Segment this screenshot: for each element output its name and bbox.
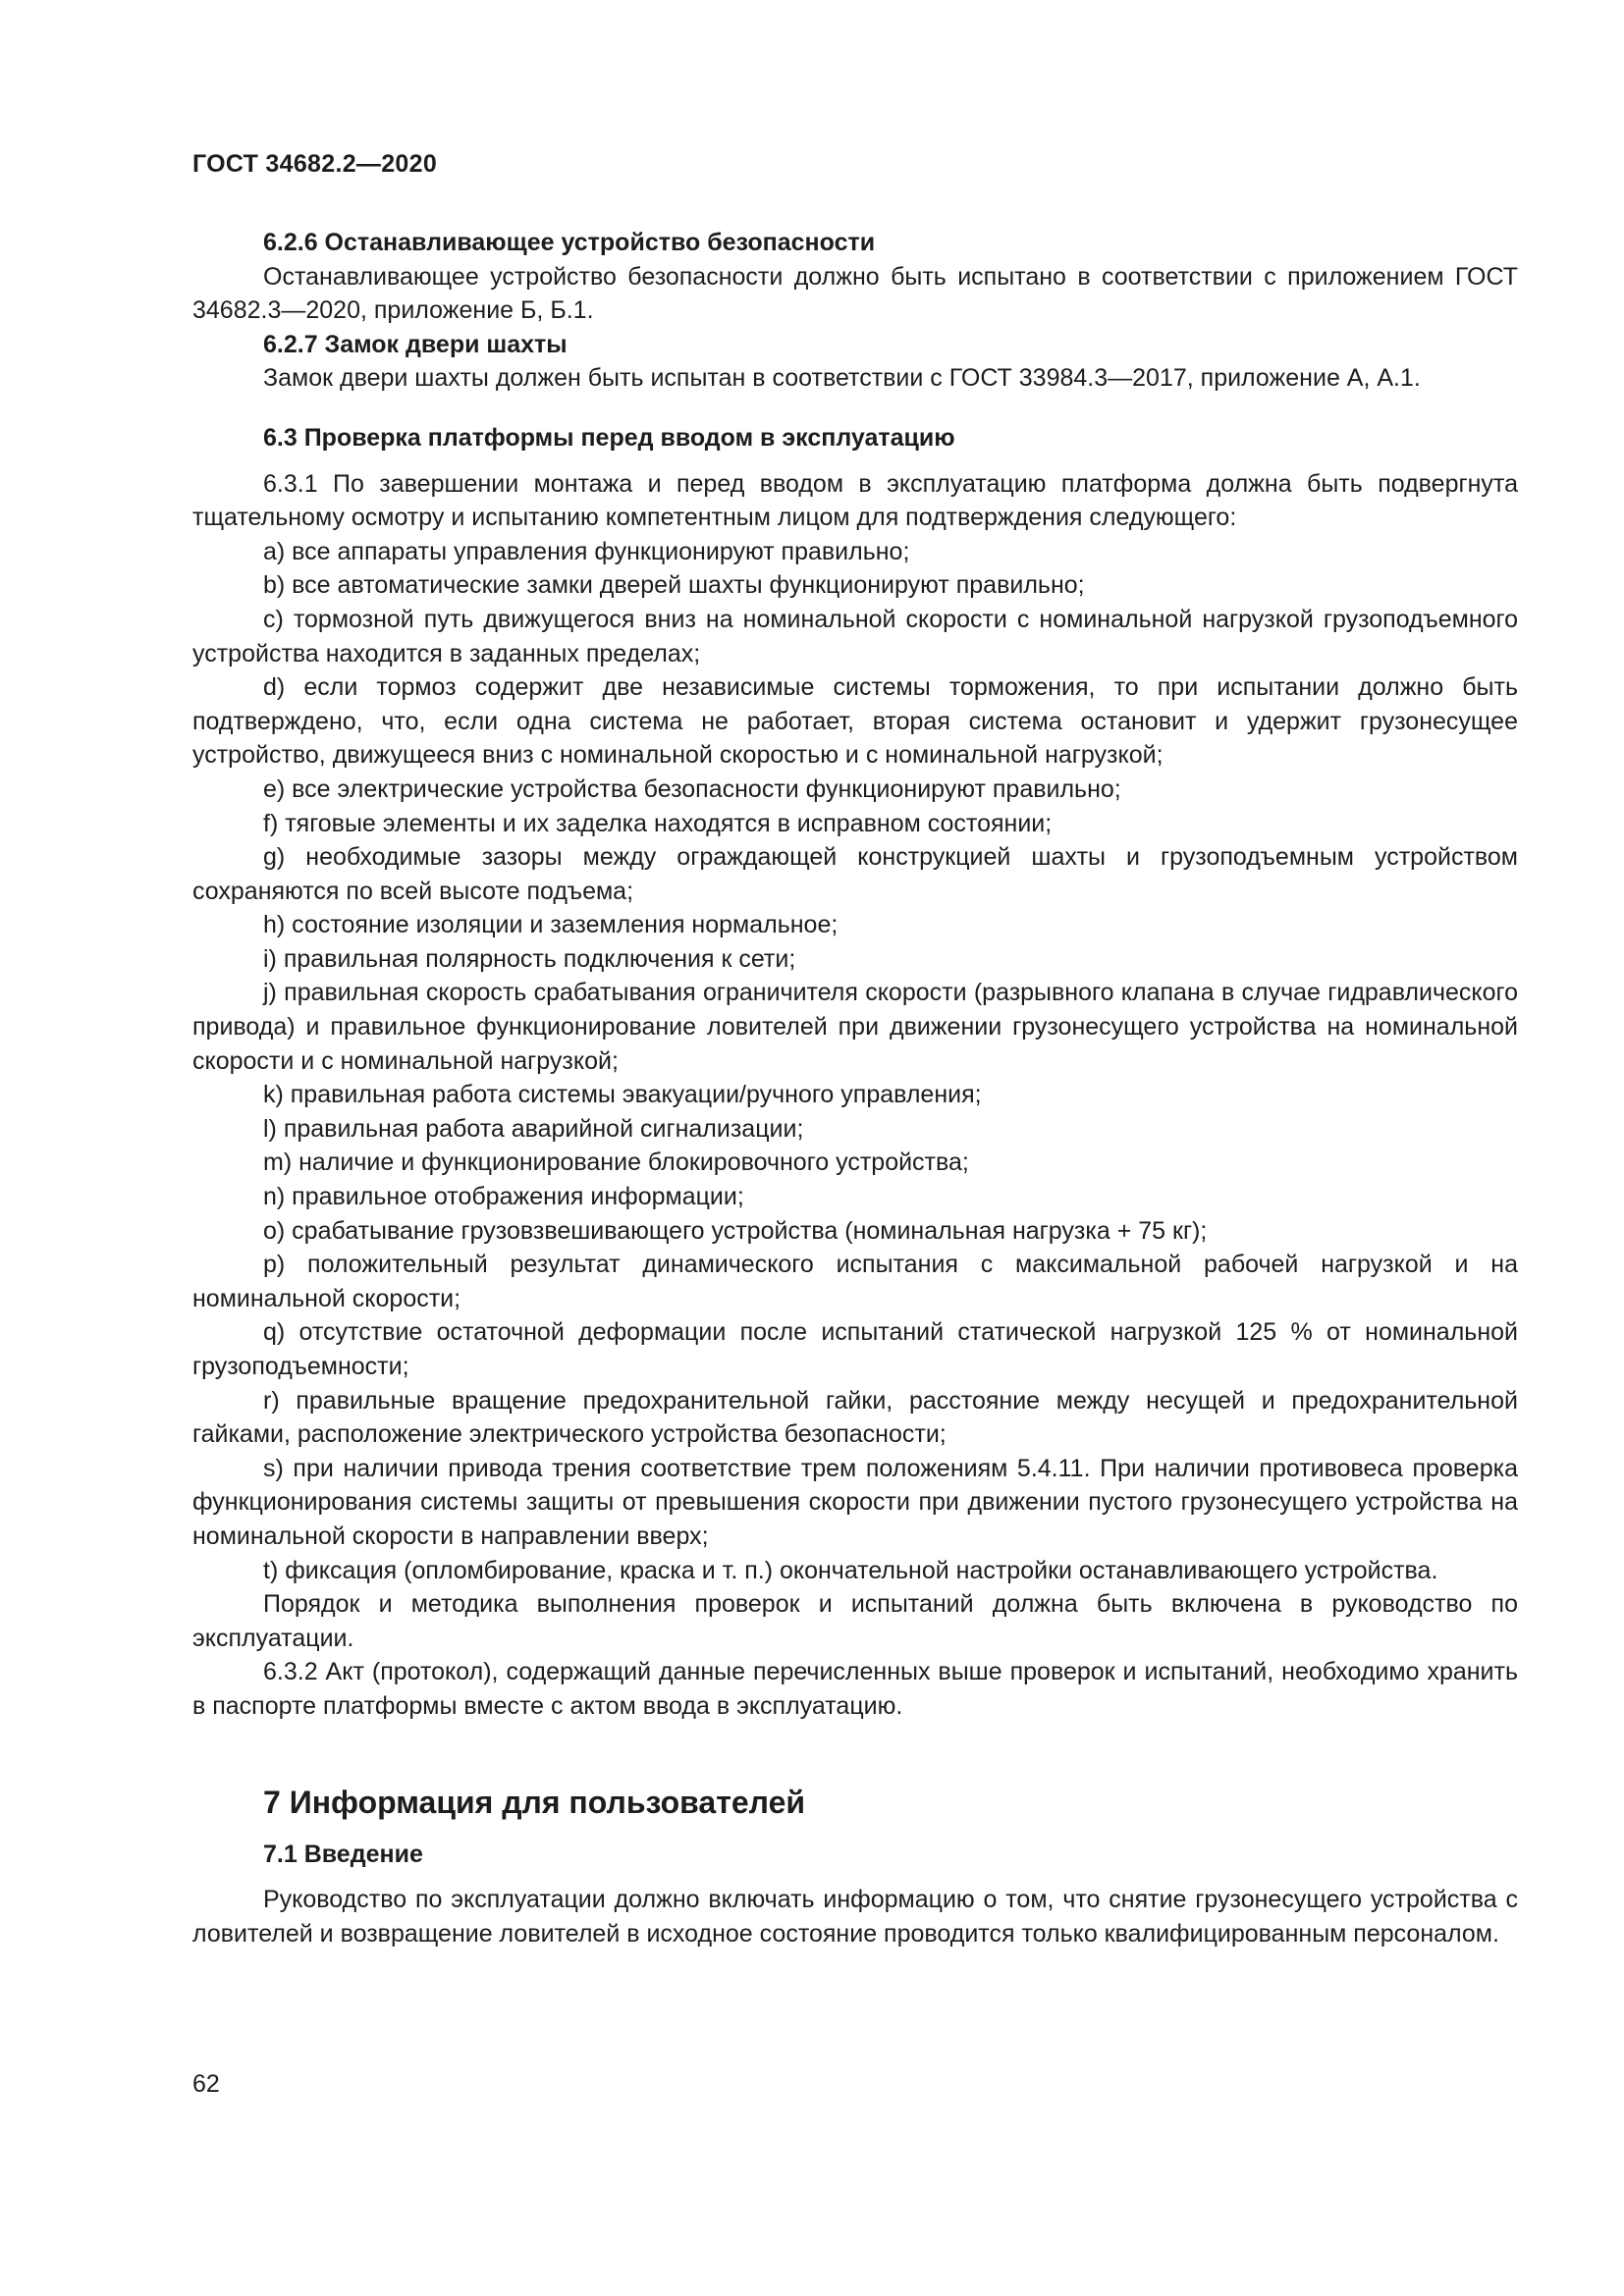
section-6-3-1-outro: Порядок и методика выполнения проверок и испытаний должна быть включена в руководство по эксплуатации. [192, 1590, 1518, 1652]
list-item: m) наличие и функционирование блокировочного устройства; [263, 1148, 969, 1177]
list-item: t) фиксация (опломбирование, краска и т. п.) окончательной настройки останавливающего устройства. [263, 1556, 1438, 1584]
list-item: b) все автоматические замки дверей шахты функционируют правильно; [263, 571, 1085, 600]
list-item: a) все аппараты управления функционируют правильно; [263, 537, 910, 565]
list-item: c) тормозной путь движущегося вниз на номинальной скорости с номинальной нагрузкой грузоподъемного устройства находится в заданных пределах; [192, 605, 1518, 667]
section-6-2-7-title: 6.2.7 Замок двери шахты [263, 330, 568, 358]
page-number: 62 [192, 2070, 220, 2098]
list-item: j) правильная скорость срабатывания ограничителя скорости (разрывного клапана в случае гидравлического привода) и правильное функционирование ловителей при движении грузонесущего устройства на номинальной скорости и с номинальной нагрузкой; [192, 979, 1518, 1075]
section-7-title: 7 Информация для пользователей [263, 1784, 806, 1820]
list-item: h) состояние изоляции и заземления нормальное; [263, 911, 839, 939]
section-7-1-title: 7.1 Введение [263, 1840, 423, 1868]
running-header: ГОСТ 34682.2—2020 [192, 150, 438, 178]
list-item: p) положительный результат динамического испытания с максимальной рабочей нагрузкой и на номинальной скорости; [192, 1251, 1518, 1312]
section-7-1-text: Руководство по эксплуатации должно включать информацию о том, что снятие грузонесущего устройства с ловителей и возвращение ловителей в исходное состояние проводится только квалифицированным персоналом. [192, 1886, 1518, 1948]
document-body [192, 226, 1518, 1950]
list-item: d) если тормоз содержит две независимые системы торможения, то при испытании должно быть подтверждено, что, если одна система не работает, вторая система остановит и удержит грузонесущее устройство, движущееся вниз с номинальной скоростью и с номинальной нагрузкой; [192, 673, 1518, 770]
section-6-2-6-text: Останавливающее устройство безопасности должно быть испытано в соответствии с приложением ГОСТ 34682.3—2020, приложение Б, Б.1. [192, 262, 1518, 325]
list-item: l) правильная работа аварийной сигнализации; [263, 1114, 804, 1143]
list-item: s) при наличии привода трения соответствие трем положениям 5.4.11. При наличии противовеса проверка функционирования системы защиты от превышения скорости при движении пустого грузонесущего устройства на номинальной скорости в направлении вверх; [192, 1454, 1518, 1550]
section-6-3-1-intro: 6.3.1 По завершении монтажа и перед вводом в эксплуатацию платформа должна быть подвергнута тщательному осмотру и испытанию компетентным лицом для подтверждения следующего: [192, 469, 1518, 532]
list-item: n) правильное отображения информации; [263, 1183, 744, 1211]
list-item: e) все электрические устройства безопасности функционируют правильно; [263, 774, 1121, 803]
section-6-3-2-text: 6.3.2 Акт (протокол), содержащий данные перечисленных выше проверок и испытаний, необходимо хранить в паспорте платформы вместе с актом ввода в эксплуатацию. [192, 1658, 1518, 1720]
list-item: g) необходимые зазоры между ограждающей конструкцией шахты и грузоподъемным устройством сохраняются по всей высоте подъема; [192, 843, 1518, 905]
list-item: f) тяговые элементы и их заделка находятся в исправном состоянии; [263, 809, 1053, 837]
section-6-2-6-title: 6.2.6 Останавливающее устройство безопасности [263, 229, 876, 256]
list-item: o) срабатывание грузовзвешивающего устройства (номинальная нагрузка + 75 кг); [263, 1216, 1208, 1245]
list-item: r) правильные вращение предохранительной гайки, расстояние между несущей и предохранительной гайками, расположение электрического устройства безопасности; [192, 1386, 1518, 1449]
section-6-2-7-text: Замок двери шахты должен быть испытан в соответствии с ГОСТ 33984.3—2017, приложение А, А.1. [263, 364, 1421, 393]
list-item: i) правильная полярность подключения к сети; [263, 944, 796, 973]
section-6-3-title: 6.3 Проверка платформы перед вводом в эксплуатацию [263, 423, 955, 452]
list-item: k) правильная работа системы эвакуации/ручного управления; [263, 1081, 982, 1109]
list-item: q) отсутствие остаточной деформации после испытаний статической нагрузкой 125 % от номинальной грузоподъемности; [192, 1318, 1518, 1380]
